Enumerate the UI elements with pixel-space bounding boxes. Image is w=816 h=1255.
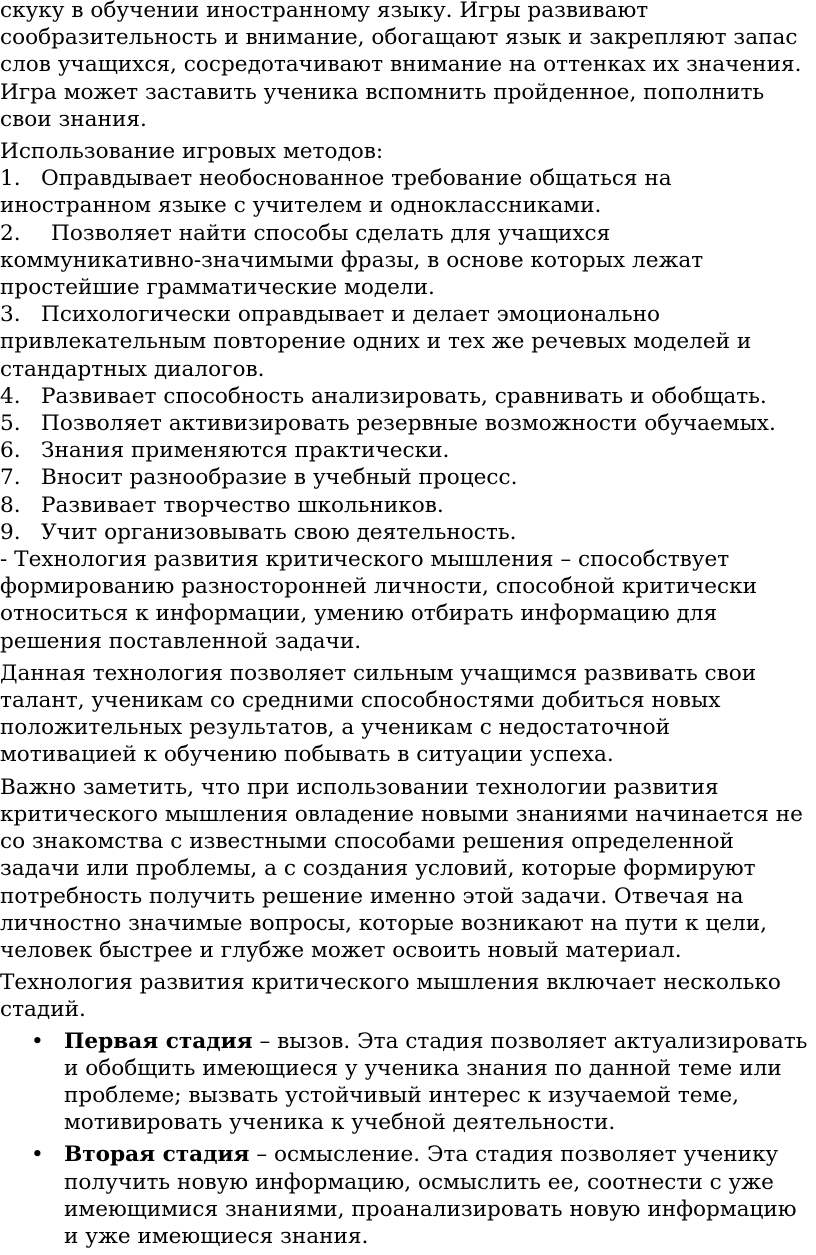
- method-number: 8.: [0, 492, 21, 518]
- method-text: Учит организовывать свою деятельность.: [41, 519, 517, 545]
- method-number: 7.: [0, 465, 21, 491]
- intro-paragraph: скуку в обучении иностранному языку. Игры развивают сообразительность и внимание, обогащают язык и закрепляют запас слов учащихся, сосредотачивают внимание на оттенках их значения. Игра может заставить ученика вспомнить пройденное, пополнить свои знания.: [0, 0, 802, 132]
- method-text: Позволяет найти способы сделать для учащихся коммуникативно-значимыми фразы, в основе которых лежат простейшие грамматические модели.: [0, 220, 704, 301]
- method-item: [0, 165, 812, 219]
- method-item: [0, 464, 812, 491]
- method-text: Развивает творчество школьников.: [41, 492, 444, 518]
- stage-text: – осмысление. Эта стадия позволяет ученику получить новую информацию, осмыслить ее, соотнести с уже имеющимися знаниями, проанализировать новую информацию и уже имеющиеся знания.: [64, 1142, 797, 1249]
- method-item: [0, 301, 812, 383]
- stages-list: [0, 1028, 812, 1251]
- important-note-paragraph: Важно заметить, что при использовании технологии развития критического мышления овладение новыми знаниями начинается не со знакомства с известными способами решения определенной задачи или проблемы, а с создания условий, которые формируют потребность получить решение именно этой задачи. Отвечая на личностно значимые вопросы, которые возникают на пути к цели, человек быстрее и глубже может освоить новый материал.: [0, 774, 803, 963]
- stage-text: – вызов. Эта стадия позволяет актуализировать и обобщить имеющиеся у ученика знания по данной теме или проблеме; вызвать устойчивый интерес к изучаемой теме, мотивировать ученика к учебной деятельности.: [64, 1028, 808, 1136]
- method-item: [0, 220, 812, 302]
- critical-thinking-paragraph: - Технология развития критического мышления – способствует формированию разносторонней личности, способной критически относиться к информации, умению отбирать информацию для решения поставленной задачи.: [0, 547, 758, 654]
- method-number: 6.: [0, 438, 21, 464]
- method-item: [0, 519, 812, 546]
- stage-title: Вторая стадия: [64, 1142, 250, 1168]
- method-text: Позволяет активизировать резервные возможности обучаемых.: [41, 411, 776, 437]
- stage-item: [0, 1141, 812, 1250]
- method-number: 3.: [0, 302, 21, 328]
- method-text: Психологически оправдывает и делает эмоционально привлекательным повторение одних и тех же речевых моделей и стандартных диалогов.: [0, 302, 752, 382]
- methods-heading: Использование игровых методов:: [0, 139, 384, 165]
- method-number: 5.: [0, 411, 21, 437]
- method-item: [0, 492, 812, 519]
- methods-list: [0, 165, 812, 546]
- bullet-icon: •: [31, 1028, 44, 1054]
- method-text: Вносит разнообразие в учебный процесс.: [41, 465, 518, 491]
- method-text: Знания применяются практически.: [41, 438, 450, 464]
- stage-title: Первая стадия: [64, 1028, 253, 1054]
- method-item: [0, 410, 812, 437]
- stages-intro-paragraph: Технология развития критического мышления включает несколько стадий.: [0, 970, 781, 1023]
- method-number: 9.: [0, 519, 21, 545]
- method-number: 1.: [0, 166, 21, 192]
- method-number: 2.: [0, 220, 21, 246]
- stage-item: [0, 1028, 812, 1137]
- method-item: [0, 437, 812, 464]
- bullet-icon: •: [31, 1142, 44, 1168]
- technology-allows-paragraph: Данная технология позволяет сильным учащимся развивать свои талант, ученикам со средними способностями добиться новых положительных результатов, а ученикам с недостаточной мотивацией к обучению побывать в ситуации успеха.: [0, 660, 757, 768]
- method-item: [0, 383, 812, 410]
- method-number: 4.: [0, 383, 21, 409]
- method-text: Оправдывает необоснованное требование общаться на иностранном языке с учителем и одноклассниками.: [0, 166, 672, 219]
- method-text: Развивает способность анализировать, сравнивать и обобщать.: [41, 383, 767, 409]
